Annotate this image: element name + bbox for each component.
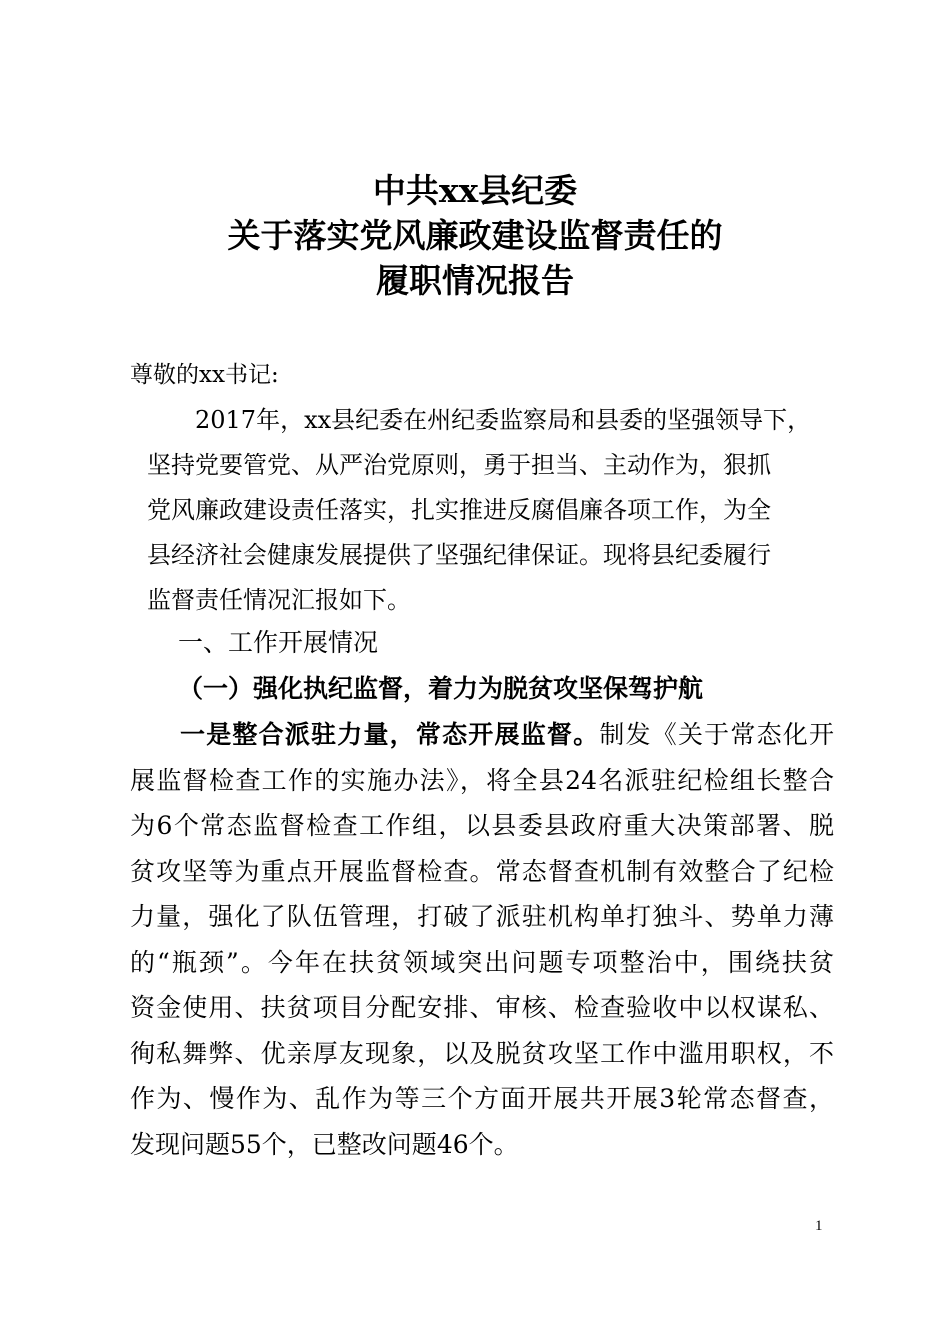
intro-line: 2017年，xx县纪委在州纪委监察局和县委的坚强领导下，	[195, 406, 812, 434]
intro-line: 坚持党要管党、从严治党原则，勇于担当、主动作为，狠抓	[147, 451, 771, 479]
paragraph-line: 展监督检查工作的实施办法》，将全县24名派驻纪检组长整合	[130, 765, 834, 795]
paragraph-line: 发现问题55个，已整改问题46个。	[130, 1129, 519, 1159]
paragraph-line: 力量，强化了队伍管理，打破了派驻机构单打独斗、势单力薄	[130, 902, 834, 931]
page-number: 1	[815, 1218, 823, 1234]
body-paragraph	[130, 712, 834, 1167]
title-line-3: 履职情况报告	[376, 261, 574, 300]
paragraph-line	[130, 712, 834, 758]
section-heading: 一、工作开展情况	[178, 628, 379, 657]
intro-line: 县经济社会健康发展提供了坚强纪律保证。现将县纪委履行	[147, 541, 771, 569]
paragraph-line: 贫攻坚等为重点开展监督检查。常态督查机制有效整合了纪检	[130, 856, 834, 886]
paragraph-line: 资金使用、扶贫项目分配安排、审核、检查验收中以权谋私、	[130, 993, 834, 1022]
intro-paragraph	[147, 398, 837, 623]
paragraph-lead: 一是整合派驻力量，常态开展监督。	[180, 720, 600, 749]
paragraph-line-text: 制发《关于常态化开	[599, 720, 834, 749]
intro-line: 监督责任情况汇报如下。	[147, 586, 411, 614]
paragraph-line: 为6个常态监督检查工作组，以县委县政府重大决策部署、脱	[130, 811, 834, 840]
paragraph-line: 的“瓶颈”。今年在扶贫领域突出问题专项整治中，围绕扶贫	[130, 947, 834, 977]
salutation: 尊敬的xx书记:	[130, 362, 279, 388]
subsection-heading: （一）强化执纪监督，着力为脱贫攻坚保驾护航	[178, 674, 704, 703]
document-title	[0, 168, 950, 303]
paragraph-line: 徇私舞弊、优亲厚友现象，以及脱贫攻坚工作中滥用职权，不	[130, 1038, 834, 1068]
intro-line: 党风廉政建设责任落实，扎实推进反腐倡廉各项工作，为全	[147, 496, 771, 524]
title-line-2: 关于落实党风廉政建设监督责任的	[227, 216, 723, 255]
paragraph-line: 作为、慢作为、乱作为等三个方面开展共开展3轮常态督查，	[130, 1084, 834, 1113]
title-line-1: 中共xx县纪委	[372, 171, 578, 210]
